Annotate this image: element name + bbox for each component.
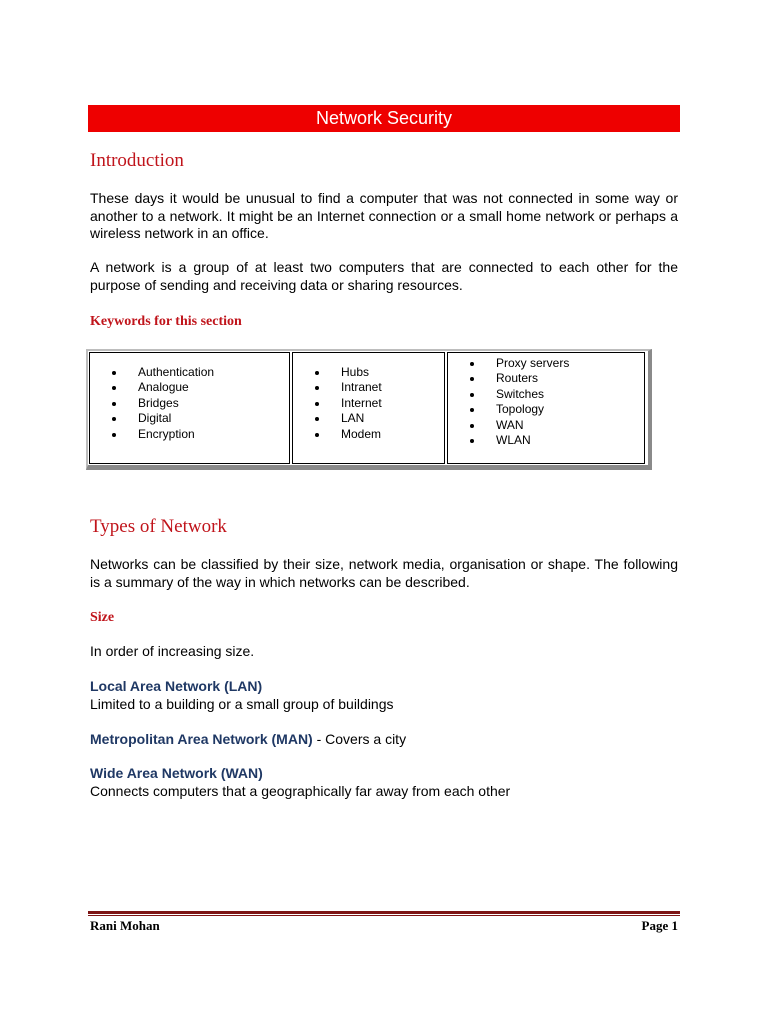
keyword-item: Analogue bbox=[112, 380, 214, 395]
lan-description: Limited to a building or a small group of buildings bbox=[90, 695, 394, 712]
intro-paragraph-2: A network is a group of at least two computers that are connected to each other for the purpose of sending and receiving data or sharing resources. bbox=[90, 259, 678, 293]
keyword-item: Internet bbox=[315, 396, 382, 411]
keywords-list-2 bbox=[315, 365, 382, 442]
man-section bbox=[90, 731, 678, 749]
footer-author: Rani Mohan bbox=[90, 918, 160, 933]
man-title: Metropolitan Area Network (MAN) bbox=[90, 731, 313, 747]
footer-rule-thin bbox=[88, 915, 680, 916]
footer-rule-thick bbox=[88, 911, 680, 914]
keyword-item: Digital bbox=[112, 411, 214, 426]
intro-paragraph-1: These days it would be unusual to find a computer that was not connected in some way or another to a network. It might be an Internet connection or a small home network or perhaps a wireless network in an office. bbox=[90, 190, 678, 241]
keyword-item: Bridges bbox=[112, 396, 214, 411]
size-heading: Size bbox=[90, 610, 115, 625]
types-of-network-heading: Types of Network bbox=[90, 516, 227, 537]
man-description: - Covers a city bbox=[312, 731, 407, 747]
keywords-heading: Keywords for this section bbox=[90, 314, 242, 329]
size-intro: In order of increasing size. bbox=[90, 643, 255, 659]
keyword-item: Encryption bbox=[112, 427, 214, 442]
keyword-item: Intranet bbox=[315, 380, 382, 395]
keyword-item: Topology bbox=[470, 402, 569, 417]
keyword-item: Modem bbox=[315, 427, 382, 442]
wan-title: Wide Area Network (WAN) bbox=[90, 765, 263, 781]
keyword-item: WLAN bbox=[470, 433, 569, 448]
keyword-item: WAN bbox=[470, 418, 569, 433]
keywords-list-3 bbox=[470, 356, 569, 448]
keyword-item: Routers bbox=[470, 371, 569, 386]
introduction-heading: Introduction bbox=[90, 150, 184, 171]
keyword-item: Switches bbox=[470, 387, 569, 402]
keyword-item: LAN bbox=[315, 411, 382, 426]
keywords-list-1 bbox=[112, 365, 214, 442]
keywords-column-1 bbox=[89, 352, 290, 464]
keywords-table bbox=[86, 349, 652, 470]
footer-page-number: Page 1 bbox=[641, 918, 678, 933]
types-paragraph: Networks can be classified by their size, network media, organisation or shape. The following is a summary of the way in which networks can be described. bbox=[90, 556, 678, 590]
keyword-item: Proxy servers bbox=[470, 356, 569, 371]
keyword-item: Authentication bbox=[112, 365, 214, 380]
keywords-column-2 bbox=[292, 352, 445, 464]
keywords-column-3 bbox=[447, 352, 645, 464]
wan-section bbox=[90, 765, 678, 800]
lan-title: Local Area Network (LAN) bbox=[90, 678, 263, 694]
lan-section bbox=[90, 678, 678, 713]
wan-description: Connects computers that a geographically far away from each other bbox=[90, 782, 511, 799]
page-title: Network Security bbox=[88, 105, 680, 132]
keyword-item: Hubs bbox=[315, 365, 382, 380]
